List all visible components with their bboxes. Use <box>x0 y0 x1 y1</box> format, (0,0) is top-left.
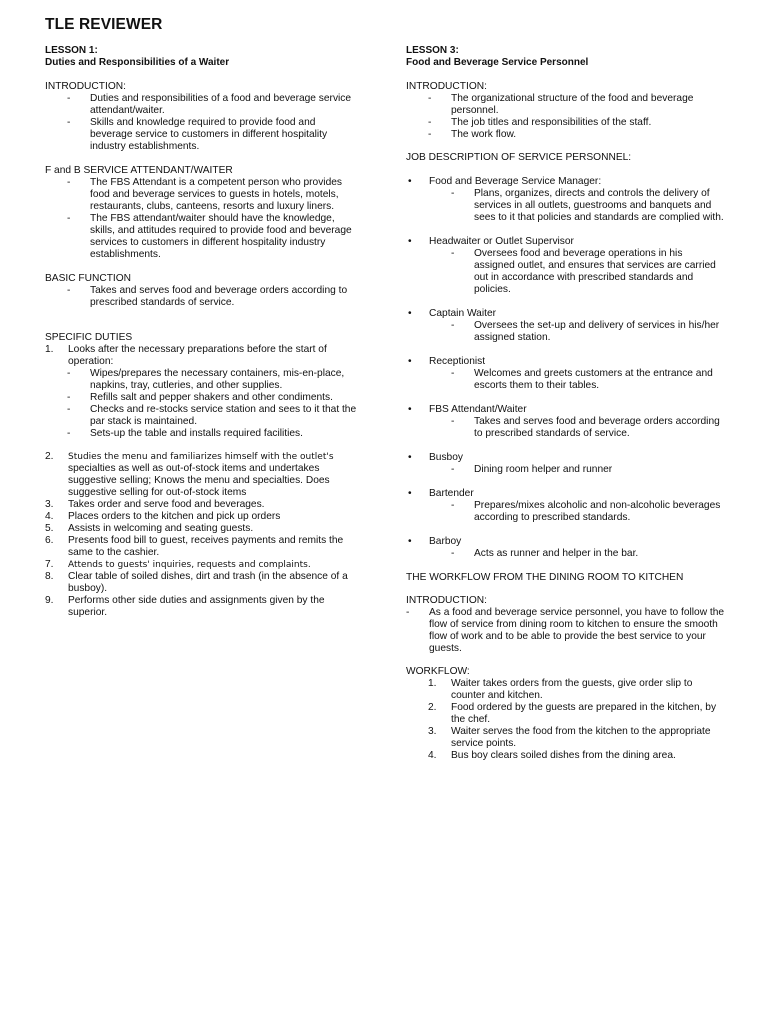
section-heading: INTRODUCTION: <box>406 595 487 606</box>
document-title: TLE REVIEWER <box>45 16 163 33</box>
sub-item: - Checks and re-stocks service station and sees to it that the par stack is maintained. <box>67 404 357 427</box>
dash-marker: - <box>67 285 71 296</box>
dash-marker: - <box>67 213 71 224</box>
workflow-step: 2. Food ordered by the guests are prepared in the kitchen, by the chef. <box>428 702 717 725</box>
duty-2-lead: Studies the menu and familiarizes himself with the outlet's <box>68 452 334 462</box>
duty-2-rest: specialties as well as out-of-stock items and undertakes suggestive selling; Knows the menu and specialties. Does suggestive selling for out-of-stock items <box>68 463 330 498</box>
workflow-step: 1. Waiter takes orders from the guests, give order slip to counter and kitchen. <box>428 678 693 701</box>
role-desc: - Takes and serves food and beverage orders according to prescribed standards of service. <box>451 416 720 439</box>
numbered-item: 7. Attends to guests' inquiries, requests and complaints. <box>45 559 311 570</box>
numbered-item: 3. Takes order and serve food and beverages. <box>45 499 265 510</box>
role-desc: - Acts as runner and helper in the bar. <box>451 548 639 559</box>
role-desc: - Plans, organizes, directs and controls the delivery of services in all outlets, guestrooms and banquets and sees to it that policies and standards are complied with. <box>451 188 724 223</box>
list-item: - The FBS Attendant is a competent person who provides food and beverage services to guests in hotels, motels, restaurants, clubs, canteens, resorts and luxury liners. <box>45 177 360 213</box>
numbered-item: 1. Looks after the necessary preparations before the start of operation: <box>45 344 327 367</box>
list-item: - The FBS attendant/waiter should have the knowledge, skills, and attitudes required to provide food and beverage services to customers in different hospitality industry establishments. <box>45 213 360 261</box>
numbered-item: 5. Assists in welcoming and seating guests. <box>45 523 254 534</box>
sub-item: - Sets-up the table and installs required facilities. <box>67 428 303 439</box>
right-column <box>406 45 726 762</box>
list-item: - Skills and knowledge required to provide food and beverage service to customers in different hospitality industry establishments. <box>45 117 360 153</box>
list-item: - Duties and responsibilities of a food and beverage service attendant/waiter. <box>45 93 360 117</box>
workflow-step: 4. Bus boy clears soiled dishes from the dining area. <box>428 750 676 761</box>
role-item: • FBS Attendant/Waiter <box>408 404 527 415</box>
lesson-3-label: LESSON 3: <box>406 45 459 56</box>
role-desc: - Welcomes and greets customers at the entrance and escorts them to their tables. <box>451 368 713 391</box>
section-heading: INTRODUCTION: <box>45 81 126 92</box>
dash-marker: - <box>67 177 71 188</box>
lesson-3-title: Food and Beverage Service Personnel <box>406 57 589 68</box>
workflow-title: THE WORKFLOW FROM THE DINING ROOM TO KITCHEN <box>406 572 684 583</box>
section-heading: BASIC FUNCTION <box>45 273 132 284</box>
numbered-item: 2. Studies the menu and familiarizes himself with the outlet's specialties as well as out-of-stock items and undertakes suggestive selling; Knows the menu and specialties. Does suggestive selling for out-of-stock items <box>45 451 334 498</box>
numbered-item: 4. Places orders to the kitchen and pick up orders <box>45 511 281 522</box>
list-item: - The work flow. <box>428 129 517 140</box>
lesson-1-label: LESSON 1: <box>45 45 98 56</box>
numbered-item: 9. Performs other side duties and assignments given by the superior. <box>45 595 325 618</box>
role-item: • Captain Waiter <box>408 308 496 319</box>
section-heading: INTRODUCTION: <box>406 81 487 92</box>
lesson-1-title: Duties and Responsibilities of a Waiter <box>45 57 230 68</box>
role-desc: - Oversees food and beverage operations in his assigned outlet, and ensures that services are carried out in accordance with prescribed standards and policies. <box>451 248 716 295</box>
role-item: • Bartender <box>408 488 474 499</box>
numbered-item: 8. Clear table of soiled dishes, dirt and trash (in the absence of a busboy). <box>45 571 348 594</box>
section-heading: SPECIFIC DUTIES <box>45 332 133 343</box>
role-desc: - Prepares/mixes alcoholic and non-alcoholic beverages according to prescribed standards. <box>451 500 721 523</box>
dash-marker: - <box>67 93 71 104</box>
list-item: - The job titles and responsibilities of the staff. <box>428 117 652 128</box>
numbered-item: 6. Presents food bill to guest, receives payments and remits the same to the cashier. <box>45 535 344 558</box>
role-item: • Food and Beverage Service Manager: <box>408 176 602 187</box>
role-desc: - Oversees the set-up and delivery of services in his/her assigned station. <box>451 320 720 343</box>
list-item: - The organizational structure of the food and beverage personnel. <box>428 93 694 116</box>
role-desc: - Dining room helper and runner <box>451 464 613 475</box>
section-heading: F and B SERVICE ATTENDANT/WAITER <box>45 165 233 176</box>
sub-item: - Wipes/prepares the necessary containers, mis-en-place, napkins, tray, cutleries, and other supplies. <box>67 368 345 391</box>
list-item: - Takes and serves food and beverage orders according to prescribed standards of service. <box>45 285 360 309</box>
role-item: • Headwaiter or Outlet Supervisor <box>408 236 574 247</box>
section-heading: WORKFLOW: <box>406 666 470 677</box>
left-column <box>45 45 360 619</box>
section-heading: JOB DESCRIPTION OF SERVICE PERSONNEL: <box>406 152 632 163</box>
role-item: • Busboy <box>408 452 463 463</box>
list-item: - As a food and beverage service personnel, you have to follow the flow of service from dining room to kitchen to ensure the smooth flow of work and to be able to provide the best service to your guests. <box>406 607 725 654</box>
sub-item: - Refills salt and pepper shakers and other condiments. <box>67 392 333 403</box>
workflow-step: 3. Waiter serves the food from the kitchen to the appropriate service points. <box>428 726 711 749</box>
role-item: • Barboy <box>408 536 462 547</box>
role-item: • Receptionist <box>408 356 486 367</box>
dash-marker: - <box>67 117 71 128</box>
